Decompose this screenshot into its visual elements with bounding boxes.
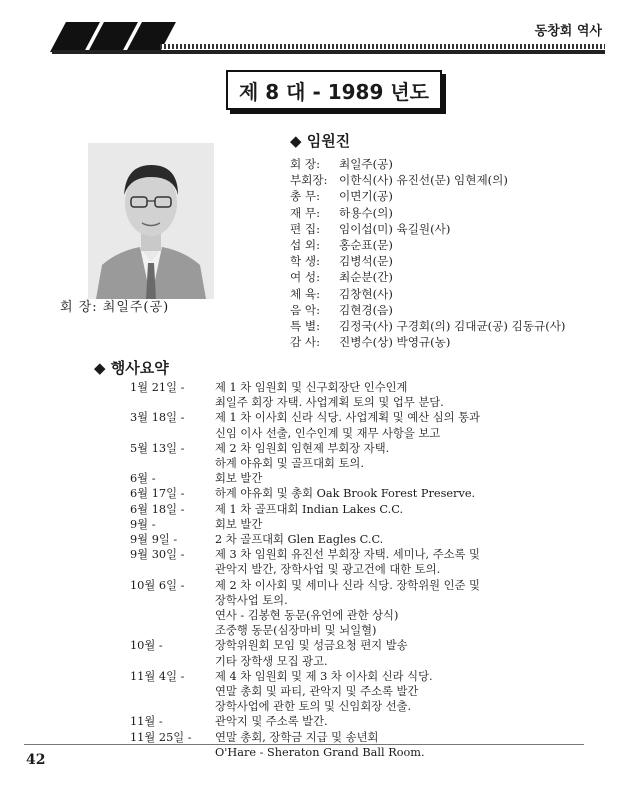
- activity-item: [130, 486, 600, 501]
- officer-names: 진병수(상) 박영규(농): [339, 335, 451, 350]
- officer-role: 체 육:: [290, 286, 320, 301]
- activity-date: 10월 6일 -: [130, 578, 185, 592]
- officer-row: [290, 156, 565, 172]
- activity-description: [215, 441, 600, 471]
- activity-item: [130, 380, 600, 410]
- officer-role: 총 무:: [290, 189, 320, 204]
- officer-names: 최일주(공): [339, 157, 393, 171]
- officer-role: 음 악:: [290, 302, 320, 317]
- page-title-box: [226, 70, 442, 110]
- activity-description: [215, 517, 600, 532]
- header-hatch-rule: [160, 44, 605, 49]
- activity-date: 9월 -: [130, 517, 156, 531]
- activity-line: 제 3 차 임원회 유진선 부회장 자택. 세미나, 주소록 및: [215, 548, 480, 562]
- activity-line: 제 2 차 이사회 및 세미나 신라 식당. 장학위원 인준 및: [215, 578, 480, 592]
- footer-rule: [24, 744, 584, 745]
- page-number: 42: [26, 752, 46, 768]
- activity-line: 장학사업 토의.: [215, 593, 288, 607]
- activity-item: [130, 410, 600, 440]
- activity-description: [215, 410, 600, 440]
- activity-date: 3월 18일 -: [130, 411, 185, 425]
- activity-line: 제 1 차 골프대회 Indian Lakes C.C.: [215, 502, 404, 516]
- section-name: 동창회 역사: [534, 24, 602, 39]
- activity-date: 5월 13일 -: [130, 441, 185, 455]
- officer-role: 감 사:: [290, 335, 320, 350]
- activity-item: [130, 532, 600, 547]
- page-title: 제 8 대 - 1989 년도: [239, 79, 429, 104]
- activity-line: 하계 야유회 및 총회 Oak Brook Forest Preserve.: [215, 487, 476, 501]
- activity-line: 제 4 차 임원회 및 제 3 차 이사회 신라 식당.: [215, 669, 433, 683]
- officer-names: 이한식(사) 유진선(문) 임현제(의): [339, 173, 508, 188]
- officer-role: 여 성:: [290, 270, 320, 285]
- officer-row: [290, 334, 565, 350]
- officer-names: 홍순표(문): [339, 237, 393, 252]
- officer-role: 회 장:: [290, 157, 320, 171]
- activity-date: 11월 -: [130, 715, 163, 729]
- officer-row: [290, 172, 565, 188]
- activity-description: [215, 638, 600, 668]
- activity-date: 6월 18일 -: [130, 502, 185, 516]
- activity-line: 회보 발간: [215, 517, 263, 531]
- president-caption: 회 장: 최일주(공): [60, 300, 170, 315]
- activities-heading: ◆ 행사요약: [94, 359, 169, 377]
- activity-item: [130, 471, 600, 486]
- activity-line: O'Hare - Sheraton Grand Ball Room.: [215, 745, 425, 759]
- officer-names: 하용수(의): [339, 205, 393, 220]
- activity-line: 제 1 차 이사회 신라 식당. 사업계획 및 예산 심의 통과: [215, 411, 480, 425]
- officer-names: 김창현(사): [339, 286, 393, 301]
- activity-line: 장학사업에 관한 토의 및 신임회장 선출.: [215, 700, 412, 714]
- activity-line: 제 2 차 임원회 임현제 부회장 자택.: [215, 441, 390, 455]
- activity-description: [215, 578, 600, 639]
- activity-line: 연말 총회, 장학금 지급 및 송년회: [215, 730, 379, 744]
- officer-row: [290, 221, 565, 237]
- officer-row: [290, 237, 565, 253]
- activity-description: [215, 471, 600, 486]
- activity-line: 최일주 회장 자택. 사업계획 토의 및 업무 분담.: [215, 396, 444, 410]
- activity-description: [215, 532, 600, 547]
- officer-names: 이면기(공): [339, 189, 393, 204]
- activity-description: [215, 486, 600, 501]
- activity-line: 신임 이사 선출, 인수인계 및 재무 사항을 보고: [215, 426, 441, 440]
- activity-item: [130, 517, 600, 532]
- officer-names: 최순분(간): [339, 270, 393, 285]
- activity-line: 장학위원회 모임 및 성금요청 편지 발송: [215, 639, 408, 653]
- activity-date: 6월 17일 -: [130, 487, 185, 501]
- activity-line: 회보 발간: [215, 472, 263, 486]
- officers-list: [290, 156, 565, 350]
- officer-role: 재 무:: [290, 205, 320, 220]
- activity-line: 연말 총회 및 파티, 관악지 및 주소록 발간: [215, 685, 419, 699]
- activity-date: 9월 9일 -: [130, 533, 178, 547]
- activity-item: [130, 638, 600, 668]
- officer-role: 편 집:: [290, 221, 320, 236]
- activity-line: 제 1 차 임원회 및 신구회장단 인수인계: [215, 381, 408, 394]
- activity-line: 관악지 발간, 장학사업 및 광고건에 대한 토의.: [215, 563, 441, 577]
- activities-list: [130, 380, 600, 760]
- officers-heading: ◆ 임원진: [290, 132, 351, 150]
- activity-line: 2 차 골프대회 Glen Eagles C.C.: [215, 533, 384, 547]
- officer-row: [290, 188, 565, 204]
- activity-line: 조중행 동문(심장마비 및 뇌일혈): [215, 624, 377, 638]
- activity-date: 11월 25일 -: [130, 730, 192, 744]
- activity-date: 10월 -: [130, 639, 163, 653]
- officer-row: [290, 286, 565, 302]
- activity-description: [215, 380, 600, 410]
- officer-row: [290, 269, 565, 285]
- activity-item: [130, 669, 600, 715]
- activity-date: 1월 21일 -: [130, 381, 185, 394]
- president-photo: [88, 143, 214, 299]
- officer-role: 학 생:: [290, 254, 320, 269]
- officer-row: [290, 318, 565, 334]
- officer-names: 김정국(사) 구경회(의) 김대균(공) 김동규(사): [339, 318, 566, 333]
- activity-item: [130, 578, 600, 639]
- activity-description: [215, 547, 600, 577]
- activity-item: [130, 714, 600, 729]
- activity-description: [215, 502, 600, 517]
- activity-date: 6월 -: [130, 472, 156, 486]
- activity-line: 하계 야유회 및 골프대회 토의.: [215, 457, 364, 471]
- officer-names: 김병석(문): [339, 254, 393, 269]
- officer-role: 부회장:: [290, 173, 328, 188]
- activity-description: [215, 669, 600, 715]
- activity-line: 기타 장학생 모집 광고.: [215, 654, 328, 668]
- activity-item: [130, 547, 600, 577]
- header-rule: [52, 50, 605, 54]
- officer-role: 섭 외:: [290, 237, 320, 252]
- officer-row: [290, 253, 565, 269]
- activity-date: 9월 30일 -: [130, 548, 185, 562]
- officer-names: 임이섭(미) 육길원(사): [339, 221, 451, 236]
- officer-row: [290, 302, 565, 318]
- activity-line: 관악지 및 주소록 발간.: [215, 715, 328, 729]
- activity-item: [130, 502, 600, 517]
- activity-line: 연사 - 김봉현 동문(유언에 관한 상식): [215, 609, 399, 623]
- activity-date: 11월 4일 -: [130, 669, 185, 683]
- activity-item: [130, 441, 600, 471]
- officer-names: 김현경(음): [339, 302, 393, 317]
- officer-row: [290, 205, 565, 221]
- activity-description: [215, 714, 600, 729]
- officer-role: 특 별:: [290, 318, 320, 333]
